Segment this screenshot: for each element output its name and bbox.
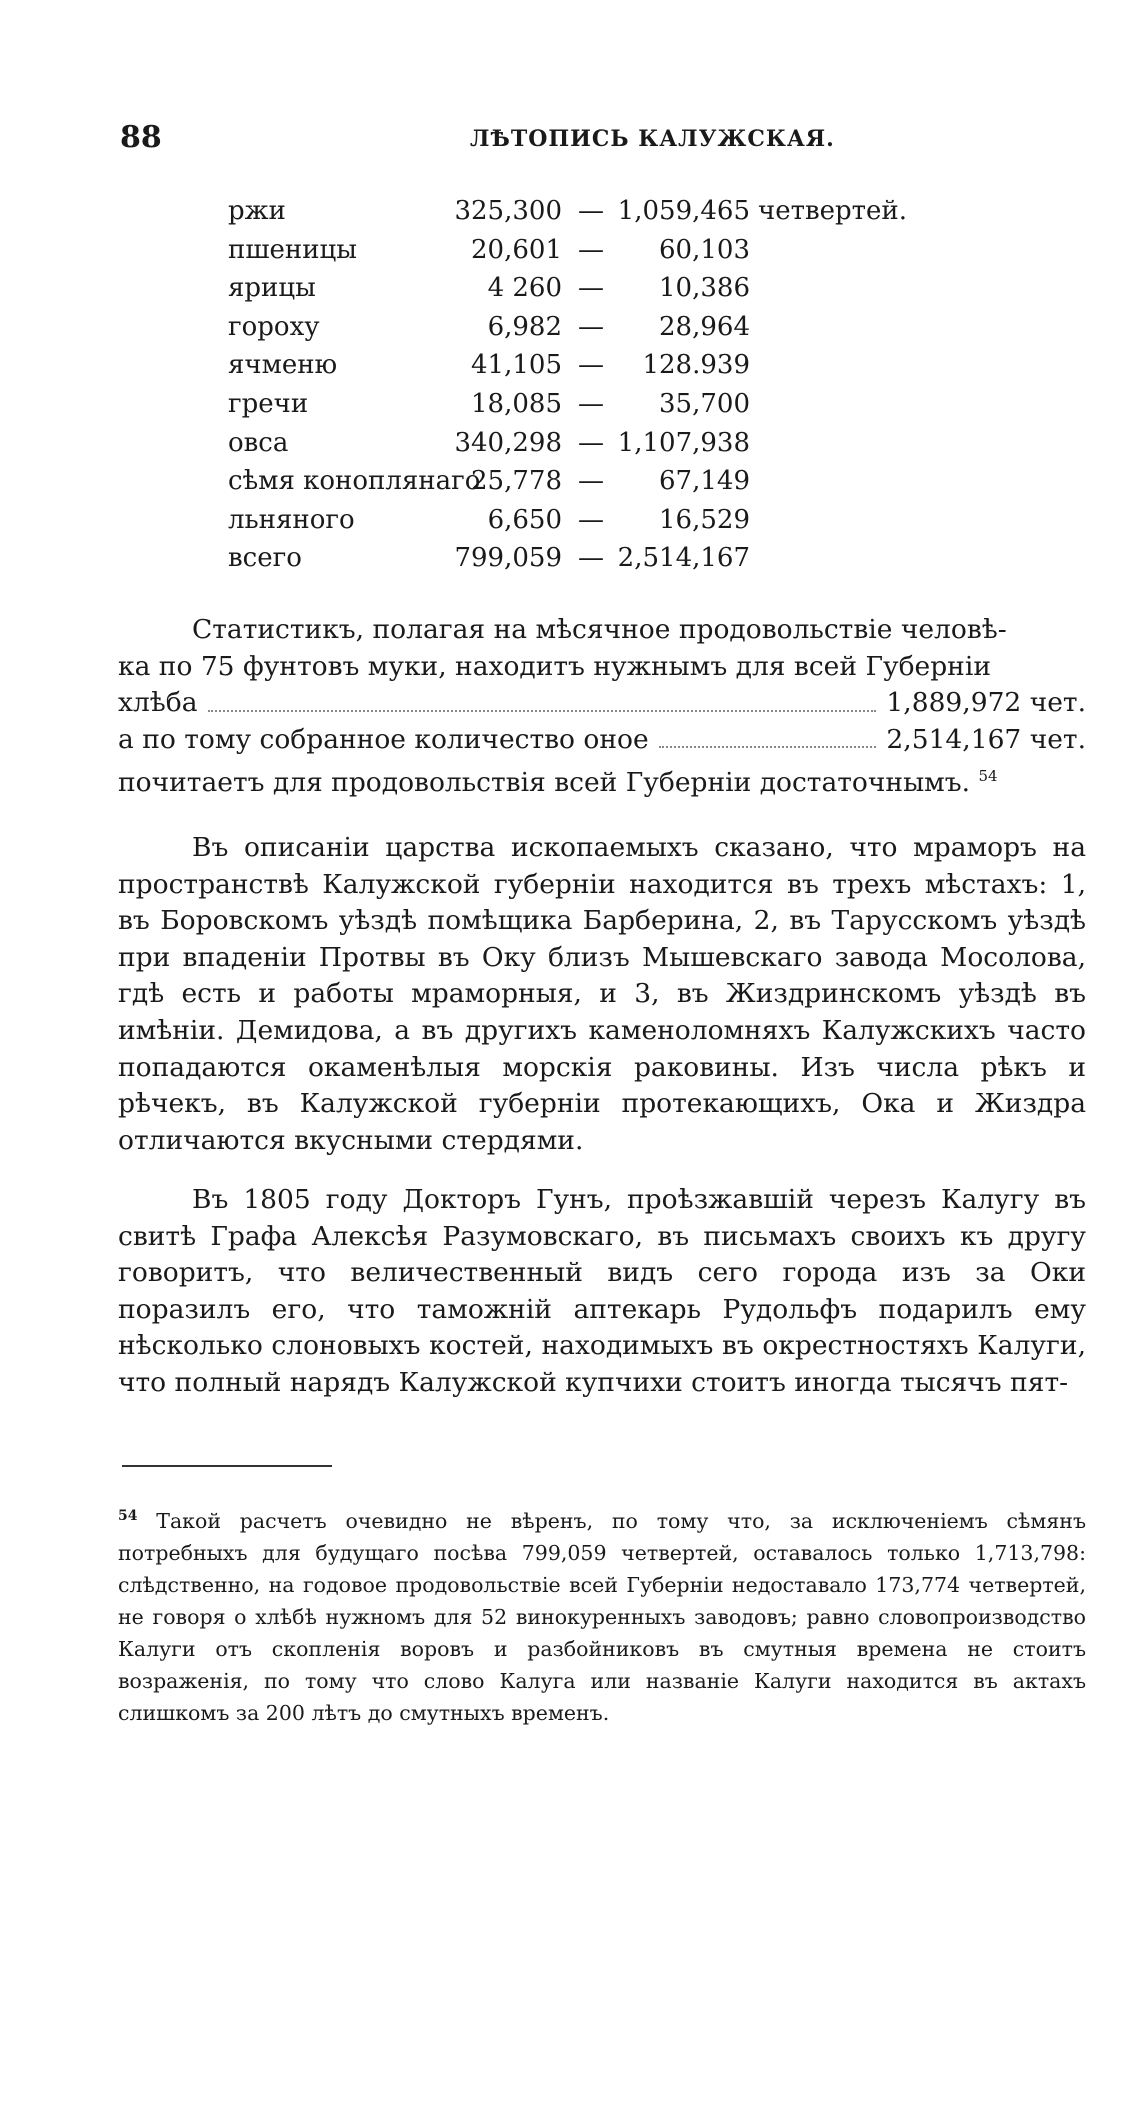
grain-value-high: 16,529	[659, 504, 750, 535]
harvest-collected-line	[118, 722, 1086, 759]
grain-value-low: 25,778	[471, 466, 562, 497]
range-dash: —	[578, 311, 604, 342]
grain-value-high: 28,964	[659, 311, 750, 342]
grain-value-high: 67,149	[659, 466, 750, 497]
grain-label: сѣмя коноплянаго	[228, 466, 481, 497]
statistics-line-1: Статистикъ, полагая на мѣсячное продовольствіе человѣ-	[192, 614, 1007, 645]
grain-row	[228, 428, 988, 467]
grain-label: гречи	[228, 388, 309, 419]
gun-paragraph	[118, 1182, 1086, 1402]
grain-value-high: 60,103	[659, 234, 750, 265]
range-dash: —	[578, 427, 604, 458]
running-head: ЛѢТОПИСЬ КАЛУЖСКАЯ.	[470, 126, 835, 152]
page-number: 88	[120, 120, 162, 155]
range-dash: —	[578, 350, 604, 381]
grain-value-low: 41,105	[471, 350, 562, 381]
range-dash: —	[578, 234, 604, 265]
grain-value-low: 6,650	[487, 504, 562, 535]
marble-paragraph-text: Въ описаніи царства ископаемыхъ сказано, что мраморъ на пространствѣ Калужской губерніи находится въ трехъ мѣстахъ: 1, въ Боровскомъ уѣздѣ помѣщика Барберина, 2, въ Тарусскомъ уѣздѣ при впаденіи Протвы въ Оку близъ Мышевскаго завода Мосолова, гдѣ есть и работы мраморныя, и 3, въ Жиздринскомъ уѣздѣ въ имѣніи. Демидова, а въ другихъ каменоломняхъ Калужскихъ часто попадаются окаменѣлыя морскія раковины. Изъ числа рѣкъ и рѣчекъ, въ Калужской губерніи протекающихъ, Ока и Жиздра отличаются вкусными стердями.	[118, 832, 1086, 1156]
footnote-text: Такой расчетъ очевидно не вѣренъ, по тому что, за исключеніемъ сѣмянъ потребныхъ для будущаго посѣва 799,059 четвертей, оставалось только 1,713,798: слѣдственно, на годовое продовольствіе всей Губерніи недоставало 173,774 четвертей, не говоря о хлѣбѣ нужномъ для 52 винокуренныхъ заводовъ; равно словопроизводство Калуги отъ скопленія воровъ и разбойниковъ въ смутныя времена не стоитъ возраженія, по тому что слово Калуга или названіе Калуги находится въ актахъ слишкомъ за 200 лѣтъ до смутныхъ временъ.	[118, 1508, 1086, 1725]
grain-label: овса	[228, 427, 289, 458]
grain-value-low: 18,085	[471, 388, 562, 419]
grain-row	[228, 350, 988, 389]
grain-value-high: 128.939	[642, 350, 750, 381]
grain-label: ячменю	[228, 350, 338, 381]
grain-unit: четвертей.	[758, 196, 907, 226]
footnote-mark: 54	[118, 1508, 138, 1524]
range-dash: —	[578, 504, 604, 535]
grain-value-high: 10,386	[659, 273, 750, 304]
grain-value-high: 1,059,465	[617, 196, 750, 226]
harvest-collected-value: 2,514,167 чет.	[886, 723, 1086, 755]
grain-value-low: 325,300	[454, 196, 562, 226]
grain-label: ржи	[228, 196, 286, 226]
grain-label: ярицы	[228, 273, 316, 304]
gun-paragraph-text: Въ 1805 году Докторъ Гунъ, проѣзжавшій черезъ Калугу въ свитѣ Графа Алексѣя Разумовскаго, въ письмахъ своихъ къ другу говоритъ, что величественный видъ сего города изъ за Оки поразилъ его, что таможній аптекарь Рудольфъ подарилъ ему нѣсколько слоновыхъ костей, находимыхъ въ окрестностяхъ Калуги, что полный нарядъ Калужской купчихи стоитъ иногда тысячъ пят-	[118, 1184, 1086, 1398]
statistics-line-2: ка по 75 фунтовъ муки, находитъ нужнымъ для всей Губерніи	[118, 650, 991, 682]
grain-value-high: 1,107,938	[617, 427, 750, 458]
footnote	[118, 1500, 1086, 1729]
grain-row	[228, 273, 988, 312]
grain-label: всего	[228, 543, 302, 574]
range-dash: —	[578, 466, 604, 497]
grain-row	[228, 505, 988, 544]
grain-value-low: 340,298	[454, 427, 562, 458]
bread-needed-line	[118, 685, 1086, 722]
footnote-reference: 54	[978, 767, 998, 786]
grain-value-high: 35,700	[659, 388, 750, 419]
grain-row	[228, 312, 988, 351]
grain-value-low: 20,601	[471, 234, 562, 265]
marble-paragraph	[118, 830, 1086, 1159]
bread-needed-label: хлѣба	[118, 687, 198, 719]
grain-value-high: 2,514,167	[617, 543, 750, 574]
grain-row	[228, 466, 988, 505]
page-header	[120, 120, 1080, 160]
grain-row	[228, 543, 988, 582]
range-dash: —	[578, 196, 604, 226]
harvest-collected-label: а по тому собранное количество оное	[118, 723, 649, 755]
range-dash: —	[578, 273, 604, 304]
grain-label: гороху	[228, 311, 320, 342]
grain-label: льняного	[228, 504, 355, 535]
grain-value-low: 799,059	[454, 543, 562, 574]
grain-row	[228, 196, 988, 235]
grain-row	[228, 389, 988, 428]
footnote-divider	[122, 1465, 332, 1467]
bread-needed-value: 1,889,972 чет.	[886, 687, 1086, 719]
grain-value-low: 6,982	[487, 311, 562, 342]
grain-value-low: 4 260	[487, 273, 562, 304]
statistics-line-5: почитаетъ для продовольствія всей Губерніи достаточнымъ.	[118, 767, 971, 799]
grain-label: пшеницы	[228, 234, 357, 265]
range-dash: —	[578, 543, 604, 574]
statistics-paragraph	[118, 612, 1086, 802]
grain-harvest-table	[228, 196, 988, 582]
grain-row	[228, 235, 988, 274]
range-dash: —	[578, 388, 604, 419]
